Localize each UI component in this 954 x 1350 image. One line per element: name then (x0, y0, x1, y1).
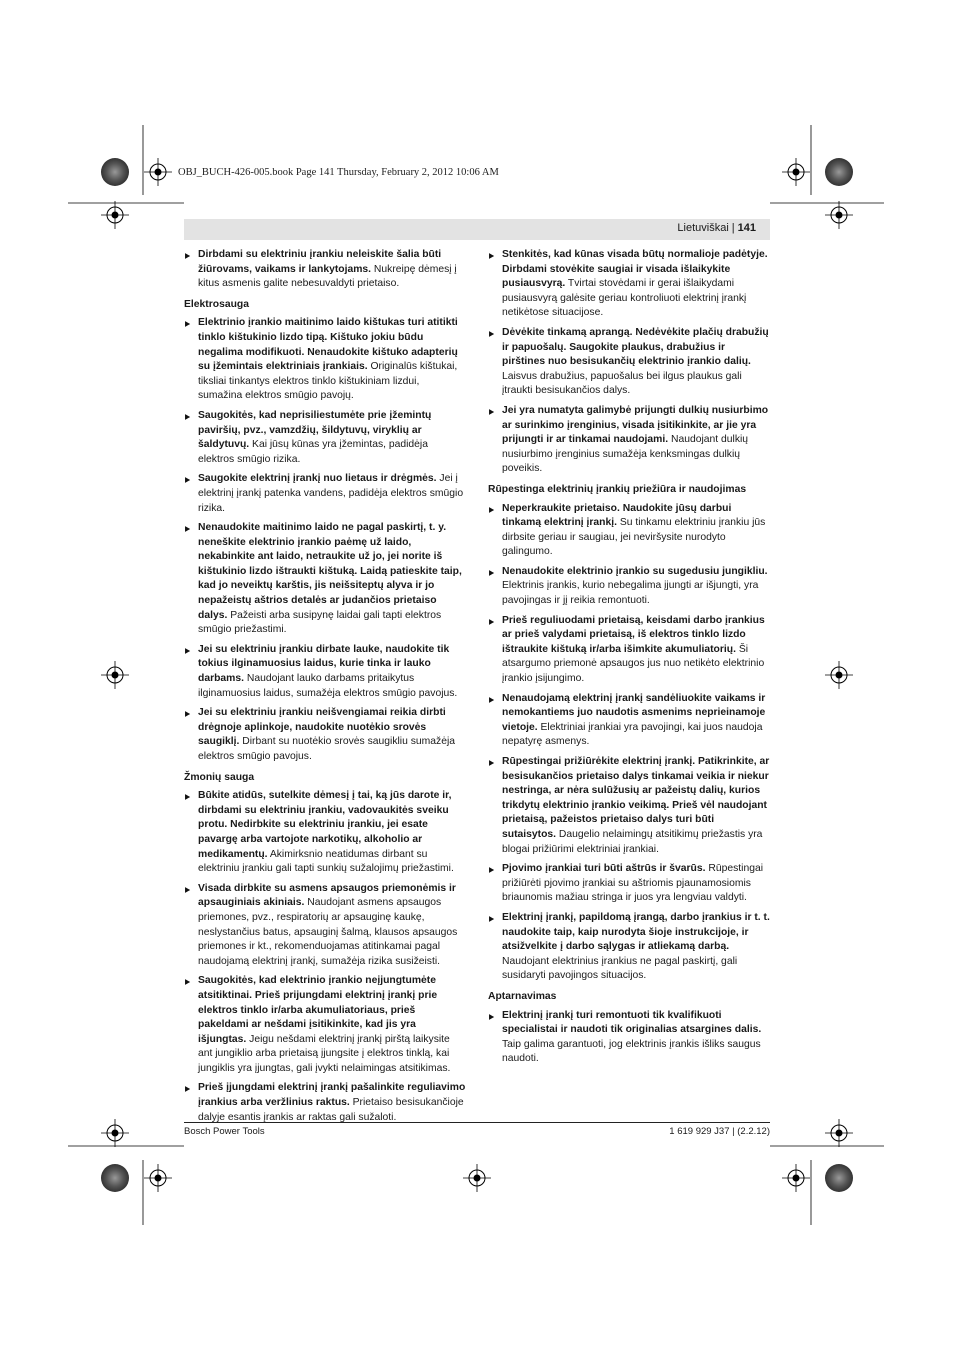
item-text: Su tinkamu elektriniu įrankiu jūs dirbsite geriau ir saugiau, jei neviršysite nurodyto galingumo. (502, 517, 766, 558)
list-item (184, 472, 466, 516)
section-title: Rūpestinga elektrinių įrankių priežiūra ir naudojimas (488, 483, 747, 495)
list-item (488, 862, 770, 906)
footer-doc-number: 1 619 929 J37 | (2.2.12) (669, 1126, 770, 1137)
list-item (488, 565, 770, 609)
item-text: Tvirtai stovėdami ir gerai išlaikydami pusiausvyrą galėsite geriau kontroliuoti elektrinį įrankį netikėtose situacijose. (502, 278, 747, 319)
item-text: Elektrinis įrankis, kurio nebegalima įjungti ar išjungti, yra pavojingas ir jį reikia remontuoti. (502, 580, 759, 607)
item-text: Rūpestingai prižiūrėti pjovimo įrankiai su aštriomis pjaunamosiomis briaunomis mažiau stringa ir juos yra lengviau valdyti. (502, 863, 764, 904)
list-item (184, 409, 466, 467)
list-item (184, 643, 466, 701)
item-text: Naudojant asmens apsaugos priemones, pvz., respiratorių ar apsauginę kaukę, neslystančius batus, apsauginį šalmą, klausos apsaugos priemones ir kt., rekomenduojamas atitinkamai pagal naudojamą elektrinį įrankį, sumažėja rizika susižeisti. (198, 897, 458, 967)
list-item (184, 882, 466, 970)
item-bold: Stenkitės, kad kūnas visada būtų normalioje padėtyje. Dirbdami stovėkite saugiai ir visada išlaikykite pusiausvyrą. (502, 249, 768, 290)
section-title: Elektrosauga (184, 298, 249, 310)
footer-rule (184, 1122, 770, 1123)
item-text: Naudojant elektrinius įrankius ne pagal paskirtį, gali susidaryti pavojingos situacijos. (502, 955, 738, 982)
item-bold: Visada dirbkite su asmens apsaugos priemonėmis ir apsauginiais akiniais. (198, 882, 456, 909)
item-bold: Jei yra numatyta galimybė prijungti dulkių nusiurbimo ar surinkimo įrenginius, visada įsitikinkite, ar jie yra prijungti ir ar tinkamai naudojami. (502, 404, 769, 446)
item-bold: Jei su elektriniu įrankiu neišvengiamai reikia dirbti drėgnoje aplinkoje, naudokite nuotėkio srovės saugiklį. (198, 707, 446, 748)
item-bold: Elektrinį įrankį turi remontuoti tik kvalifikuoti specialistai ir naudoti tik originalias atsargines dalis. (502, 1009, 762, 1036)
header-language: Lietuviškai (677, 222, 729, 234)
list-item (488, 614, 770, 687)
item-bold: Neperkraukite prietaiso. Naudokite jūsų darbui tinkamą elektrinį įrankį. (502, 502, 732, 529)
list-item (488, 755, 770, 857)
list-item (184, 706, 466, 764)
list-item (488, 911, 770, 984)
item-text: Akimirksnio neatidumas dirbant su elektriniu įrankiu gali tapti sunkių sužalojimų priežastimi. (198, 848, 454, 875)
right-column (488, 248, 770, 1072)
item-text: Pažeisti arba susipynę laidai gali tapti elektros smūgio priežastimi. (198, 609, 442, 636)
list-item (488, 326, 770, 399)
item-text: Elektriniai įrankiai yra pavojingi, kai juos naudoja nepatyrę asmenys. (502, 721, 763, 748)
item-text: Ši atsargumo priemonė apsaugos jus nuo netikėto elektrinio įrankio įsijungimo. (502, 643, 765, 685)
item-bold: Saugokitės, kad neprisiliestumėte prie įžemintų paviršių, pvz., vamzdžių, šildytuvų, viryklių ar šaldytuvų. (198, 409, 432, 451)
item-bold: Elektrinį įrankį, papildomą įrangą, darbo įrankius ir t. t. naudokite taip, kaip nurodyta šioje instrukcijoje, ir atsižvelkite į darbo sąlygas ir atliekamą darbą. (502, 911, 770, 953)
list-item (184, 521, 466, 638)
header-text (677, 222, 756, 234)
list-item (184, 1081, 466, 1125)
item-bold: Dėvėkite tinkamą aprangą. Nedėvėkite plačių drabužių ir papuošalų. Saugokite plaukus, drabužius ir pirštines nuo besisukančių elektrinio įrankio dalių. (502, 326, 769, 368)
item-bold: Pjovimo įrankiai turi būti aštrūs ir švarūs. (502, 863, 706, 875)
item-text: Jei į elektrinį įrankį patenka vandens, padidėja elektros smūgio rizika. (198, 473, 464, 514)
page-header (184, 219, 770, 240)
header-separator: | (731, 222, 735, 234)
item-text: Dirbant su nuotėkio srovės saugikliu sumažėja elektros smūgio pavojus. (198, 736, 455, 762)
item-text: Daugelio nelaimingų atsitikimų priežastis yra blogai prižiūrimi elektriniai įrankiai. (502, 828, 763, 855)
item-text: Taip galima garantuoti, jog elektrinis įrankis išliks saugus naudoti. (502, 1038, 761, 1065)
item-text: Originalūs kištukai, tiksliai tinkantys elektros tinklo kištukiniam lizdui, sumažina elektros smūgio pavojų. (198, 361, 458, 402)
item-text: Jeigu nešdami elektrinį įrankį pirštą laikysite ant jungiklio arba prietaisą įjungsite į elektros tinklą, kai jungiklis yra įjungtas, gali įvykti nelaimingas atsitikimas. (198, 1033, 451, 1074)
page-number: 141 (737, 222, 756, 234)
item-text: Nukreipę dėmesį į kitus asmenis galite nebesuvaldyti prietaiso. (198, 263, 457, 290)
item-text: Naudojant dulkių nusiurbimo įrenginius sumažėja kenksmingas dulkių poveikis. (502, 434, 749, 475)
section-title: Aptarnavimas (488, 990, 557, 1002)
list-item (184, 789, 466, 877)
item-bold: Jei su elektriniu įrankiu dirbate lauke, naudokite tik tokius ilginamuosius laidus, kurie tinka ir lauko darbams. (198, 643, 450, 685)
list-item (184, 316, 466, 404)
item-bold: Būkite atidūs, sutelkite dėmesį į tai, ką jūs darote ir, dirbdami su elektriniu įrankiu, vadovaukitės sveiku protu. Nedirbkite su elektriniu įrankiu, jei esate pavargę arba vartojote narkotikų, alkoholio ar medikamentų. (198, 790, 452, 860)
item-text: Naudojant lauko darbams pritaikytus ilginamuosius laidus, sumažėja elektros smūgio pavojus. (198, 673, 458, 699)
item-bold: Dirbdami su elektriniu įrankiu neleiskite šalia būti žiūrovams, vaikams ir lankytojams. (198, 249, 442, 275)
footer-brand: Bosch Power Tools (184, 1126, 265, 1137)
item-text: Laisvus drabužius, papuošalus bei ilgus plaukus gali įtraukti besisukančios dalys. (502, 370, 742, 397)
item-bold: Nenaudojamą elektrinį įrankį sandėliuokite vaikams ir nemokantiems juo naudotis asmenims neprieinamoje vietoje. (502, 692, 766, 733)
list-item (488, 404, 770, 477)
item-bold: Prieš reguliuodami prietaisą, keisdami darbo įrankius ar prieš valydami prietaisą, iš elektros tinklo lizdo ištraukite kištuką ir/arba išimkite akumuliatorių. (502, 614, 765, 655)
item-text: Prietaiso besisukančioje dalyje esantis įrankis ar raktas gali sužaloti. (198, 1097, 464, 1123)
left-column (184, 248, 466, 1130)
item-bold: Rūpestingai prižiūrėkite elektrinį įrankį. Patikrinkite, ar besisukančios prietaiso dalys tinkamai veikia ir niekur nestringa, ar nėra sulūžusių ar pažeistų dalių, kurios trikdytų elektrinio įrankio veikimą. Prieš vėl naudojant prietaisą, pažeistos prietaiso dalys turi būti sutaisytos. (502, 756, 770, 840)
section-title: Žmonių sauga (184, 771, 255, 783)
list-item (184, 248, 466, 292)
list-item (184, 974, 466, 1076)
item-bold: Saugokite elektrinį įrankį nuo lietaus ir drėgmės. (198, 473, 437, 485)
list-item (488, 692, 770, 750)
item-bold: Prieš įjungdami elektrinį įrankį pašalinkite reguliavimo įrankius arba veržlinius raktus. (198, 1082, 466, 1109)
item-bold: Saugokitės, kad elektrinio įrankio neįjungtumėte atsitiktinai. Prieš prijungdami elektrinį įrankį prie elektros tinklo ir/arba akumuliatoriaus, prieš pakeldami ar nešdami įsitikinkite, kad jis yra išjungtas. (198, 975, 438, 1045)
print-info: OBJ_BUCH-426-005.book Page 141 Thursday, February 2, 2012 10:06 AM (178, 167, 499, 178)
item-bold: Elektrinio įrankio maitinimo laido kištukas turi atitikti tinklo kištukinio lizdo tipą. Kištuko jokiu būdu negalima modifikuoti. Nenaudokite kištuko adapterių su įžemintais elektriniais įrankiais. (198, 317, 458, 373)
item-bold: Nenaudokite elektrinio įrankio su sugedusiu jungikliu. (502, 565, 768, 577)
list-item (488, 502, 770, 560)
item-bold: Nenaudokite maitinimo laido ne pagal paskirtį, t. y. neneškite elektrinio įrankio paėmę už laido, nekabinkite ant laido, netraukite už jo, jei norite iš kištukinio lizdo ištraukti kištuką. Laidą patieskite taip, kad jo neveiktų karštis, jis neišsiteptų alyva ir jo nepažeistų aštrios detalės ar judančios prietaiso dalys. (198, 522, 462, 621)
list-item (488, 1009, 770, 1067)
list-item (488, 248, 770, 321)
item-text: Kai jūsų kūnas yra įžemintas, padidėja elektros smūgio rizika. (198, 439, 428, 465)
